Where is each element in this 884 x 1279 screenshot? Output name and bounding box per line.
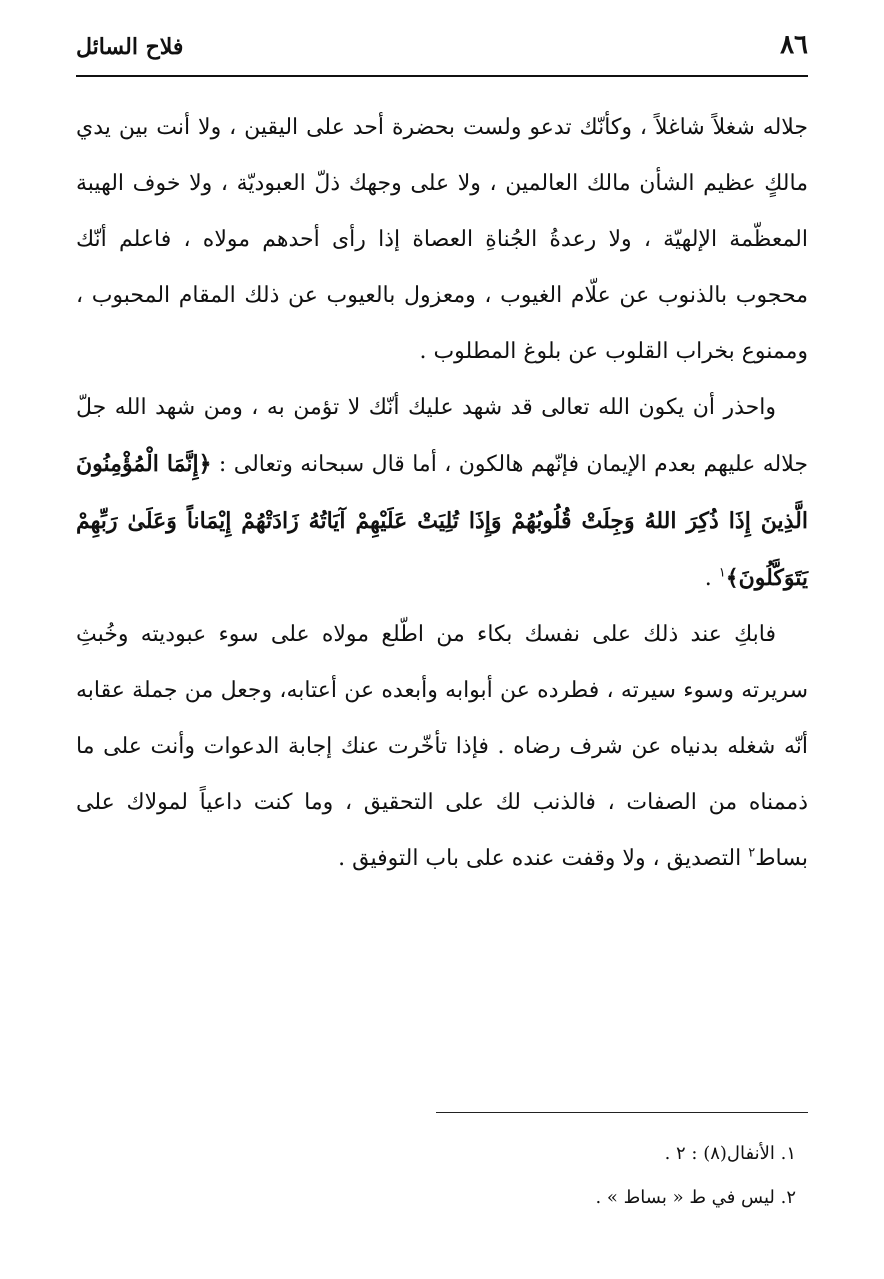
running-title: فلاح السائل [76,34,184,60]
page-number: ٨٦ [780,30,808,60]
paragraph-2-text: واحذر أن يكون الله تعالى قد شهد عليك أنّك لا تؤمن به ، ومن شهد الله جلّ جلاله عليهم بعدم الإيمان فإنّهم هالكون ، أما قال سبحانه وتعالى : [76,395,808,477]
footnote-rule [436,1112,808,1113]
footnote-2: ٢. ليس في ط « بساط » . [595,1187,796,1208]
paragraph-3-text: فابكِ عند ذلك على نفسك بكاء من اطّلع مولاه على سوء عبوديته وخُبثِ سريرته وسوء سيرته ، فطرده عن أبوابه وأبعده عن أعتابه، وجعل من جملة عقابه أنّه شغله بدنياه عن شرف رضاه . فإذا تأخّرت عنك إجابة الدعوات وأنت على ما ذممناه من الصفات ، فالذنب لك على التحقيق ، وما كنت داعياً لمولاك على بساط [76,622,808,871]
paragraph-3-end: التصديق ، ولا وقفت عنده على باب التوفيق . [338,846,749,871]
footnotes [76,1132,796,1220]
paragraph-2-end: . [704,566,719,591]
footnote-1: ١. الأنفال(٨) : ٢ . [664,1143,796,1164]
footnote-ref-2: ٢ [748,845,756,861]
body-text [76,100,808,887]
paragraph-2 [76,380,808,607]
header-rule [76,75,808,77]
page-header [76,30,808,70]
quran-verse: ﴿إِنَّمَا الْمُؤْمِنُونَ الَّذِينَ إِذَا ذُكِرَ اللهُ وَجِلَتْ قُلُوبُهُمْ وَإِذَا تُلِيَتْ عَلَيْهِمْ آيَاتُهُ زَادَتْهُمْ إِيْمَاناً وَعَلَىٰ رَبِّهِمْ يَتَوَكَّلُونَ﴾ [76,451,808,591]
paragraph-1: جلاله شغلاً شاغلاً ، وكأنّك تدعو ولست بحضرة أحد على اليقين ، ولا أنت بين يدي مالكٍ عظيم الشأن مالك العالمين ، ولا على وجهك ذلّ العبوديّة ، ولا خوف الهيبة المعظّمة الإلهيّة ، ولا رعدةُ الجُناةِ العصاة إذا رأى أحدهم مولاه ، فاعلم أنّك محجوب بالذنوب عن علّام الغيوب ، ومعزول بالعيوب عن ذلك المقام المحبوب ، وممنوع بخراب القلوب عن بلوغ المطلوب . [76,115,809,364]
paragraph-3 [76,607,808,887]
footnote-ref-1: ١ [718,565,726,581]
